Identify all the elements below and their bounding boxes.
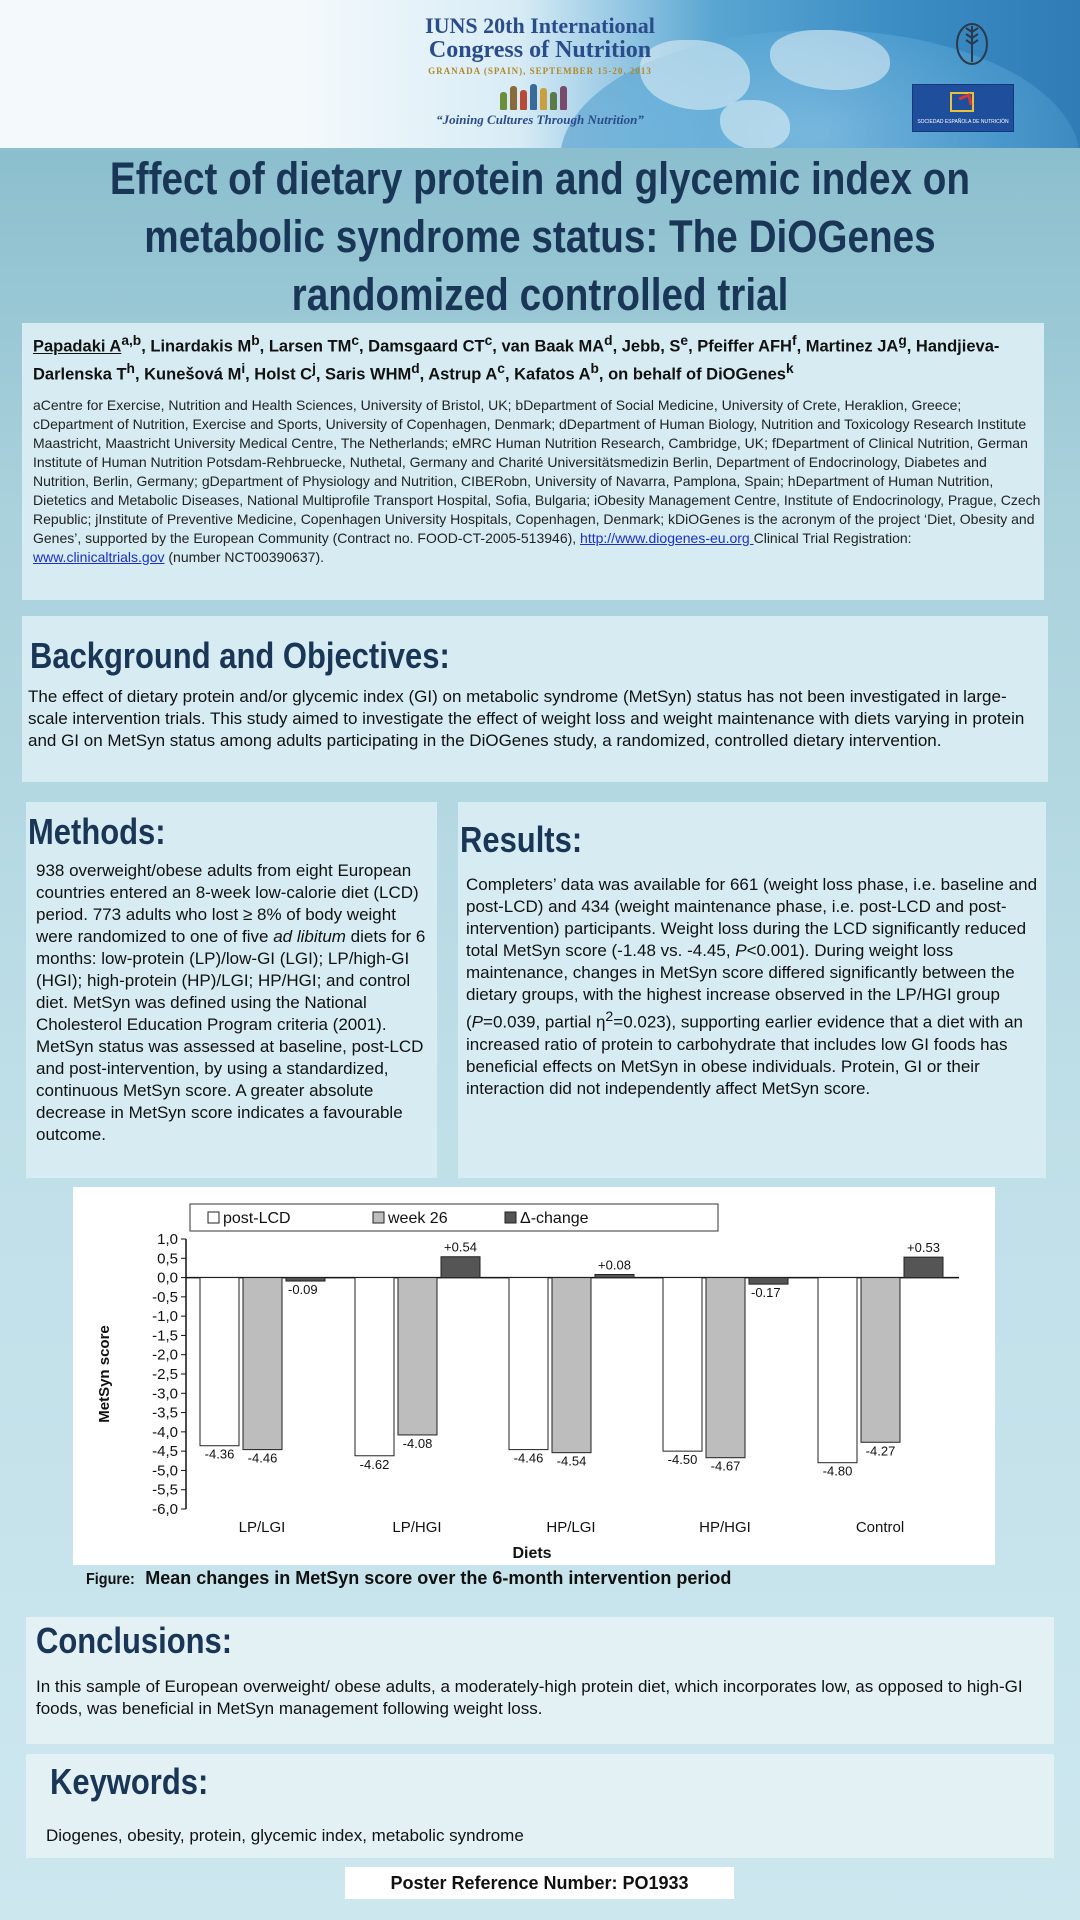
methods-heading: Methods: (28, 811, 166, 852)
data-label: +0.08 (598, 1257, 631, 1273)
society-logo-text: SOCIEDAD ESPAÑOLA DE NUTRICIÓN (917, 119, 1009, 125)
data-label: -0.09 (288, 1282, 318, 1298)
keywords-heading: Keywords: (50, 1761, 209, 1802)
results-text-part2: <0.001). During weight loss maintenance, changes in MetSyn score differed significantly between the dietary groups, with the highest increase observed in the LP/HGI group ( (466, 941, 1015, 1032)
results-superscript: 2 (605, 1009, 614, 1025)
x-tick-label: Control (855, 1519, 905, 1536)
poster-reference: Poster Reference Number: PO1933 (345, 1867, 734, 1899)
bar-change (595, 1274, 634, 1277)
y-tick-label: -2,0 (152, 1346, 178, 1364)
legend-label: Δ-change (520, 1210, 589, 1227)
y-tick-label: -3,0 (152, 1385, 178, 1403)
bar-change (441, 1257, 480, 1278)
data-label: +0.53 (907, 1240, 940, 1256)
conference-title (0, 14, 1080, 62)
y-axis-label: MetSyn score (96, 1325, 113, 1423)
conference-title-line1: IUNS 20th International (425, 13, 655, 38)
y-tick-label: -5,5 (152, 1481, 178, 1499)
y-tick-label: 1,0 (157, 1231, 178, 1248)
legend-swatch (208, 1212, 219, 1223)
y-tick-label: -1,5 (152, 1327, 178, 1345)
figure-caption-text: Mean changes in MetSyn score over the 6-month intervention period (140, 1568, 732, 1588)
background-text: The effect of dietary protein and/or glycemic index (GI) on metabolic syndrome (MetSyn) status has not been investigated in large-scale intervention trials. This study aimed to investigate the effect of weight loss and weight maintenance with diets varying in protein and GI on MetSyn status among adults participating in the DiOGenes study, a randomized, controlled dietary intervention. (28, 687, 1025, 750)
methods-text-italic: ad libitum (273, 927, 346, 946)
data-label: +0.54 (444, 1239, 477, 1255)
bar-change (749, 1278, 788, 1285)
x-tick-label: LP/LGI (238, 1519, 286, 1536)
methods-text-part2: diets for 6 months: low-protein (LP)/low-GI (LGI); LP/high-GI (HGI); high-protein (HP)/LGI; HP/HGI; and control diet. MetSyn was defined using the National Cholesterol Education Program criteria (2001). MetSyn status was assessed at baseline, post-LCD and post-intervention, by using a standardized, continuous MetSyn score. A greater absolute decrease in MetSyn score indicates a favourable outcome. (36, 927, 426, 1144)
y-tick-label: -0,5 (152, 1288, 178, 1306)
results-p-italic: P (471, 1012, 484, 1032)
data-label: -4.50 (667, 1452, 698, 1468)
bar-change (904, 1257, 943, 1277)
legend-swatch (505, 1212, 516, 1223)
data-label: -4.36 (204, 1446, 235, 1462)
data-label: -4.54 (556, 1453, 587, 1469)
bar-week26 (706, 1278, 745, 1458)
conference-place: GRANADA (SPAIN), SEPTEMBER 15-20, 2013 (428, 66, 652, 76)
chart-container (73, 1187, 995, 1565)
data-label: -4.46 (247, 1450, 278, 1466)
bar-postlcd (818, 1278, 857, 1463)
results-text-part4: =0.023), supporting earlier evidence that a diet with an increased ratio of protein to carbohydrate that includes low GI foods has beneficial effects on MetSyn in obese individuals. Protein, GI or their interaction did not independently affect MetSyn score. (466, 1012, 1023, 1098)
metsyn-bar-chart (73, 1187, 995, 1565)
results-text (466, 874, 1038, 1100)
y-tick-label: -3,5 (152, 1404, 178, 1422)
affiliations (33, 396, 1045, 567)
diogenes-link[interactable]: http://www.diogenes-eu.org (580, 530, 754, 546)
results-p-italic: P (735, 941, 747, 960)
registration-label: Clinical Trial Registration: (753, 530, 912, 546)
legend-label: post-LCD (223, 1210, 291, 1227)
poster-title: Effect of dietary protein and glycemic index on metabolic syndrome status: The DiOGenes randomized controlled trial (109, 153, 971, 320)
author-list: Papadaki A$^{a,b}$, Linardakis $M^b$, Larsen $TM^c$, Damsgaard $CT^c$, van Baak $MA^d$, Jebb, $S^e$, Pfeiffer AFH$^f$, Martinez $JA^g$, Handjieva-Darlenska $T^h$, Kunešová $M^i$, Holst $C^j$, Saris WHM$^d$, Astrup $A^c$, Kafatos $A^b$, on behalf of DiOGenes$^k$ (33, 333, 1000, 383)
figures-icon (500, 82, 580, 110)
methods-text-part1: 938 overweight/obese adults from eight European countries entered an 8-week low-calorie diet (LCD) period. 773 adults who lost ≥ 8% of body weight were randomized to one of five (36, 861, 419, 946)
clinicaltrials-link[interactable]: www.clinicaltrials.gov (33, 549, 165, 565)
affiliations-text: aCentre for Exercise, Nutrition and Health Sciences, University of Bristol, UK; bDepartment of Social Medicine, University of Crete, Heraklion, Greece; cDepartment of Nutrition, Exercise and Sports, University of Copenhagen, Denmark; dDepartment of Human Biology, Nutrition and Toxicology Research Institute Maastricht, Maastricht University Medical Centre, The Netherlands; eMRC Human Nutrition Research, Cambridge, UK; fDepartment of Clinical Nutrition, German Institute of Human Nutrition Potsdam-Rehbruecke, Nuthetal, Germany and Charité Universitätsmedizin Berlin, Department of Endocrinology, Diabetes and Nutrition, Berlin, Germany; gDepartment of Physiology and Nutrition, CIBERobn, University of Navarra, Pamplona, Spain; hDepartment of Human Nutrition, Dietetics and Metabolic Diseases, National Multiprofile Transport Hospital, Sofia, Bulgaria; iObesity Management Centre, Institute of Endocrinology, Prague, Czech Republic; jInstitute of Preventive Medicine, Copenhagen University Hospitals, Copenhagen, Denmark; kDiOGenes is the acronym of the project ‘Diet, Obesity and Genes’, supported by the European Community (Contract no. FOOD-CT-2005-513946), (33, 397, 1041, 546)
society-logo (912, 84, 1014, 132)
results-text-part3: =0.039, partial η (483, 1012, 606, 1032)
figure-caption (86, 1568, 731, 1589)
results-heading: Results: (460, 819, 583, 860)
methods-text (36, 860, 432, 1146)
registration-number: (number NCT00390637). (164, 549, 325, 565)
y-tick-label: -4,0 (152, 1423, 178, 1441)
conference-motto: “Joining Cultures Through Nutrition” (436, 112, 644, 127)
data-label: -0.17 (751, 1285, 781, 1301)
y-tick-label: -4,5 (152, 1443, 178, 1461)
keywords-text: Diogenes, obesity, protein, glycemic index, metabolic syndrome (46, 1826, 524, 1845)
y-tick-label: -2,5 (152, 1366, 178, 1383)
y-tick-label: -1,0 (152, 1308, 178, 1326)
bar-postlcd (663, 1278, 702, 1452)
y-tick-label: -6,0 (152, 1501, 178, 1518)
wheat-logo-icon (952, 14, 992, 68)
x-axis-label: Diets (512, 1545, 552, 1562)
x-tick-label: HP/HGI (699, 1519, 751, 1536)
conference-banner (0, 0, 1080, 148)
data-label: -4.67 (710, 1458, 741, 1474)
background-heading: Background and Objectives: (30, 635, 450, 676)
data-label: -4.08 (402, 1435, 433, 1451)
bar-postlcd (200, 1278, 239, 1446)
data-label: -4.46 (513, 1450, 544, 1466)
legend-label: week 26 (388, 1210, 448, 1227)
bar-week26 (243, 1278, 282, 1450)
data-label: -4.27 (865, 1443, 896, 1459)
results-text-part1: Completers’ data was available for 661 (weight loss phase, i.e. baseline and post-LCD) and 434 (weight maintenance phase, i.e. post-LCD and post-intervention) participants. Weight loss during the LCD significantly reduced total MetSyn score (-1.48 vs. -4.45, (466, 875, 1038, 960)
x-tick-label: HP/LGI (546, 1519, 596, 1536)
bar-change (286, 1278, 325, 1281)
x-tick-label: LP/HGI (392, 1519, 442, 1536)
legend-swatch (373, 1212, 384, 1223)
bar-week26 (398, 1278, 437, 1435)
data-label: -4.62 (359, 1456, 390, 1472)
y-tick-label: -5,0 (152, 1462, 178, 1480)
bar-postlcd (509, 1278, 548, 1450)
bar-postlcd (355, 1278, 394, 1456)
bar-week26 (861, 1278, 900, 1443)
figure-label: Figure: (86, 1571, 135, 1588)
conclusions-text: In this sample of European overweight/ obese adults, a moderately-high protein diet, which incorporates low, as opposed to high-GI foods, was beneficial in MetSyn management following weight loss. (36, 1677, 1023, 1718)
conclusions-heading: Conclusions: (36, 1620, 233, 1661)
data-label: -4.80 (822, 1463, 853, 1479)
bar-week26 (552, 1278, 591, 1453)
y-tick-label: 0,5 (157, 1250, 178, 1268)
conference-title-line2: Congress of Nutrition (428, 37, 652, 63)
y-tick-label: 0,0 (157, 1269, 178, 1287)
